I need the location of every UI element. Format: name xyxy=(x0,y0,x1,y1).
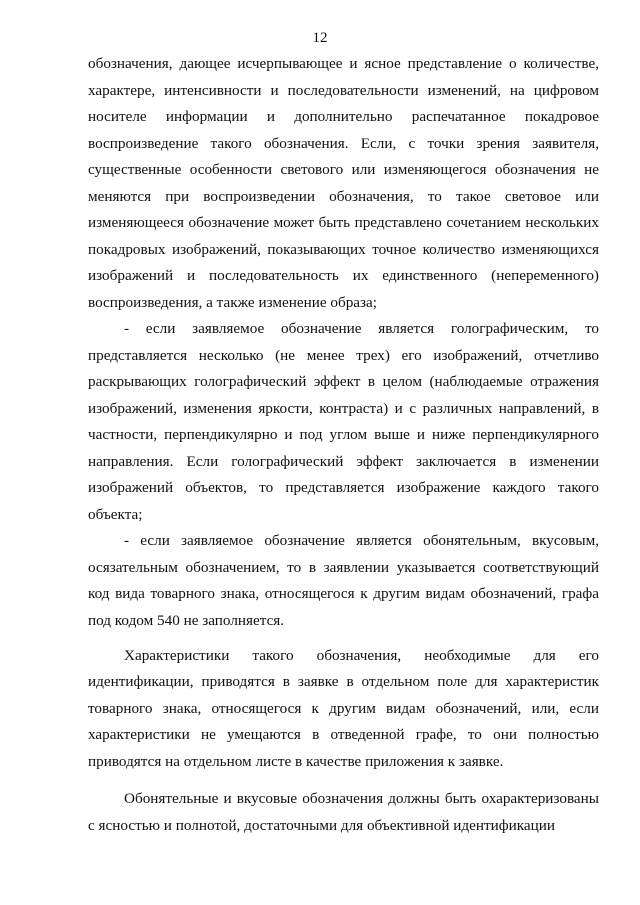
paragraph-holographic: - если заявляемое обозначение является голографическим, то представляется несколько (не менее трех) его изображений, отчетливо раскрывающих голографический эффект в целом (наблюдаемые отражения изображений, изменения яркости, контраста) и с различных направлений, в частности, перпендикулярно и под углом выше и ниже перпендикулярного направления. Если голографический эффект заключается в изменении изображений объектов, то представляется изображение каждого такого объекта; xyxy=(88,320,599,523)
paragraph-continuation: обозначения, дающее исчерпывающее и ясное представление о количестве, характере, интенсивности и последовательности изменений, на цифровом носителе информации и дополнительно распечатанное покадровое воспроизведение такого обозначения. Если, с точки зрения заявителя, существенные особенности светового или изменяющегося обозначения не меняются при воспроизведении обозначения, то такое световое или изменяющееся обозначение может быть представлено сочетанием нескольких покадровых изображений, показывающих точное количество изменяющихся изображений и последовательность их единственного (непеременного) воспроизведения, а также изменение образа; xyxy=(88,55,599,311)
paragraph-olfactory: - если заявляемое обозначение является обонятельным, вкусовым, осязательным обозначением, то в заявлении указывается соответствующий код вида товарного знака, относящегося к другим видам обозначений, графа под кодом 540 не заполняется. xyxy=(88,532,599,629)
paragraph-characteristics: Характеристики такого обозначения, необходимые для его идентификации, приводятся в заявке в отдельном поле для характеристик товарного знака, относящегося к другим видам обозначений, или, если характеристики не умещаются в отведенной графе, то они полностью приводятся на отдельном листе в качестве приложения к заявке. xyxy=(88,646,599,770)
page-number: 12 xyxy=(312,30,328,46)
paragraph-olfactory-taste: Обонятельные и вкусовые обозначения должны быть охарактеризованы с ясностью и полнотой, достаточными для объективной идентификации xyxy=(88,790,599,834)
document-body xyxy=(88,51,599,839)
